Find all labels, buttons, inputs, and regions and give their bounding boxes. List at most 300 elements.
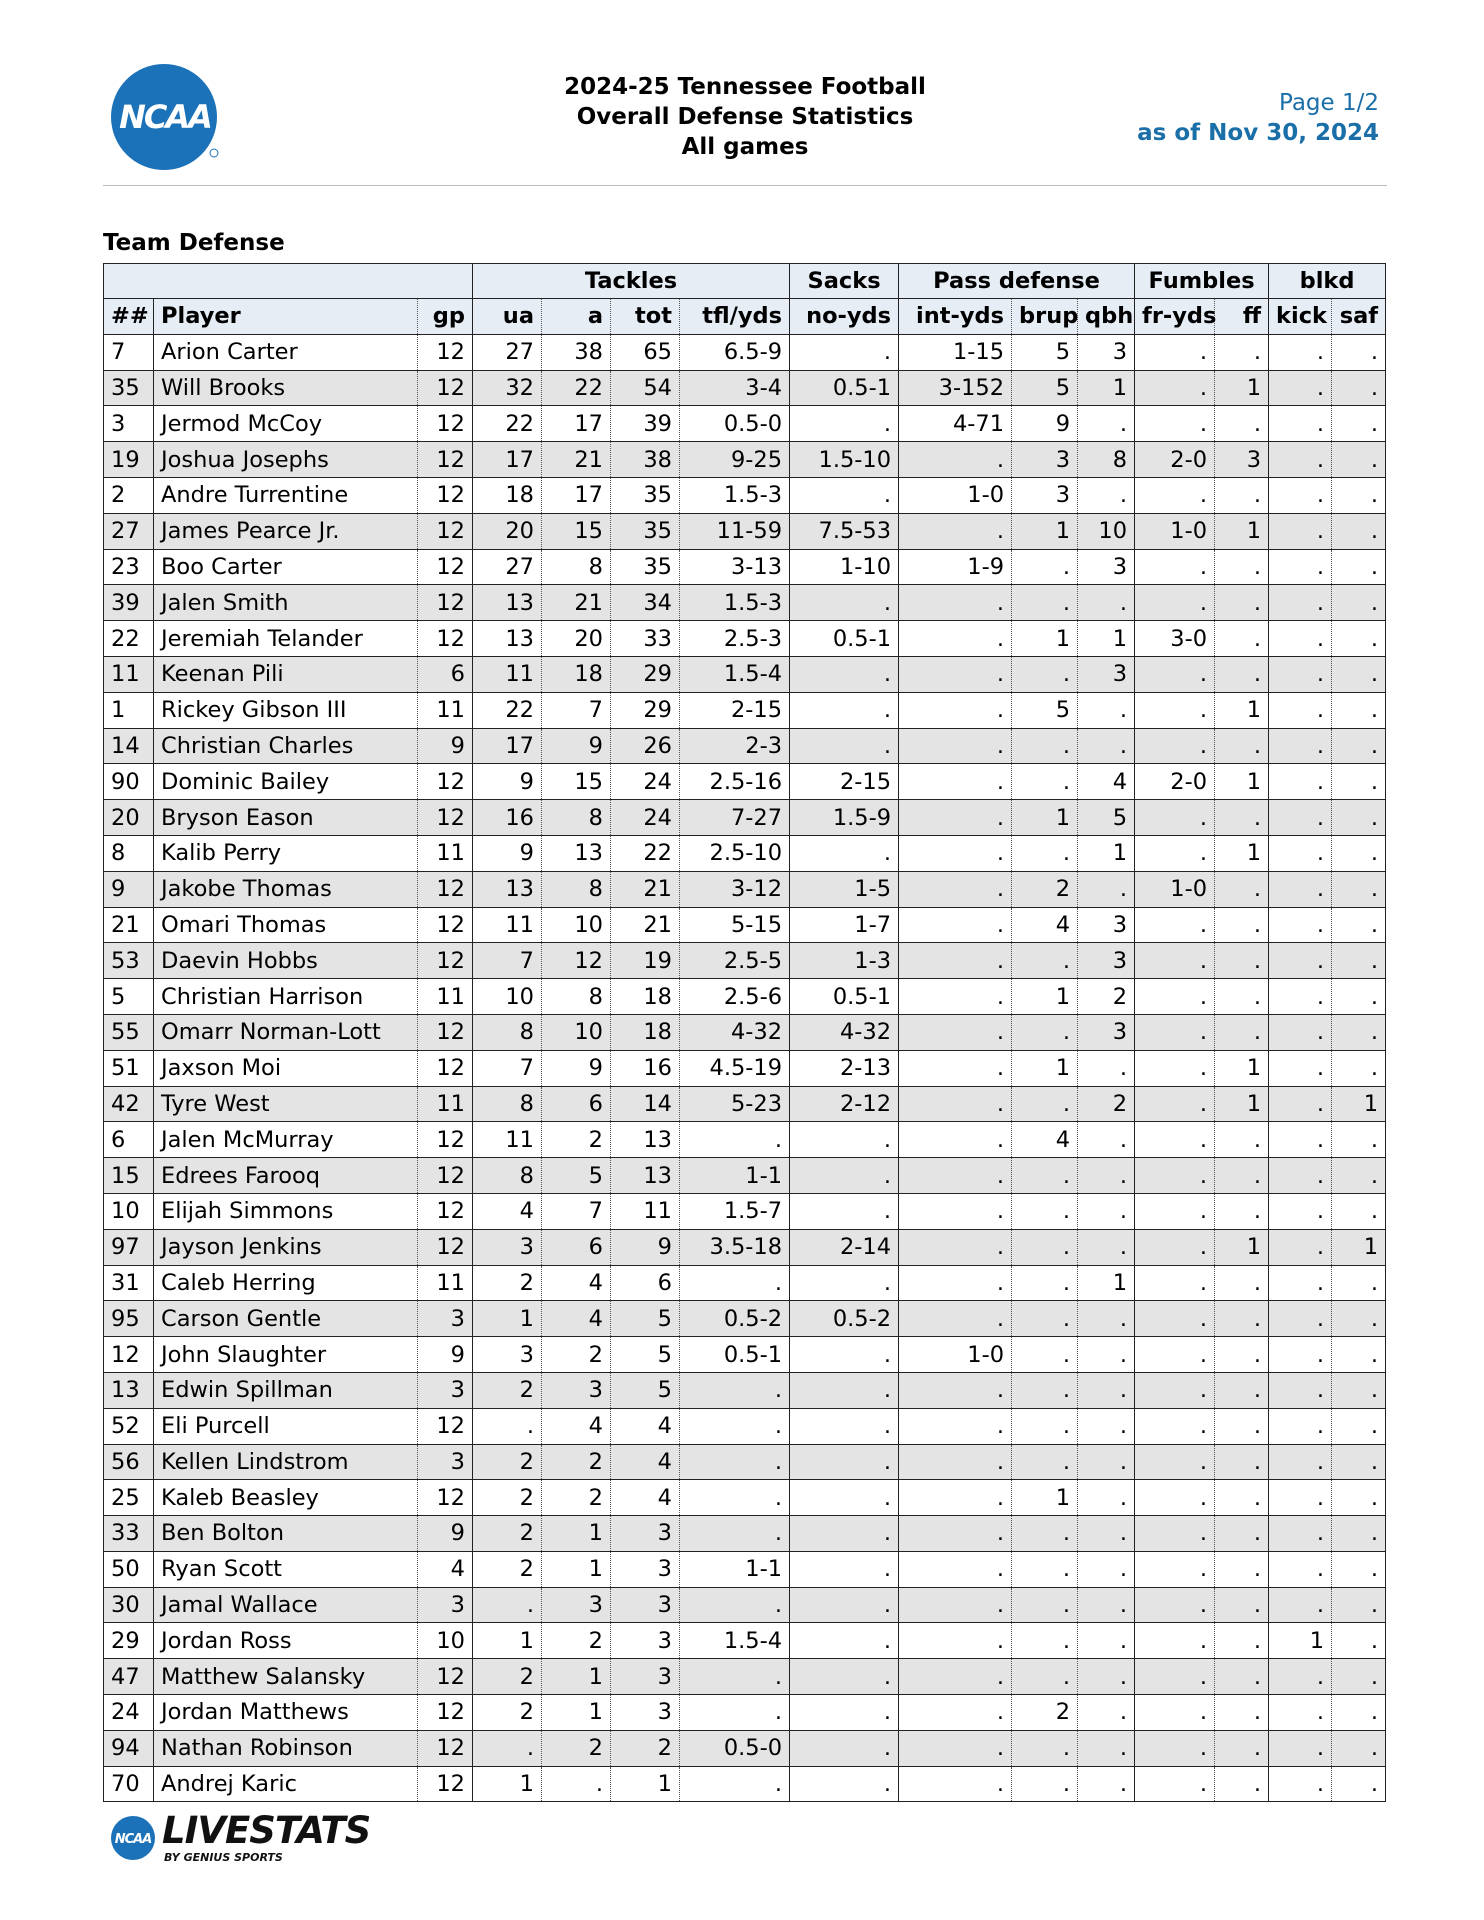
- cell-num: 2: [104, 477, 154, 513]
- cell-ff: .: [1215, 1551, 1269, 1587]
- cell-num: 70: [104, 1766, 154, 1802]
- cell-gp: 12: [418, 621, 473, 657]
- table-row: [104, 835, 1386, 871]
- cell-int-yds: .: [899, 1623, 1012, 1659]
- cell-a: 8: [542, 979, 611, 1015]
- cell-kick: .: [1269, 1587, 1332, 1623]
- ncaa-footer-icon-text: NCAA: [114, 1832, 152, 1847]
- cell-tfl-yds: 1-1: [680, 1158, 790, 1194]
- cell-num: 30: [104, 1587, 154, 1623]
- cell-saf: .: [1332, 406, 1386, 442]
- cell-gp: 12: [418, 1158, 473, 1194]
- col-header-a: a: [542, 299, 611, 335]
- cell-a: 10: [542, 1014, 611, 1050]
- cell-no-yds: 1.5-9: [790, 800, 899, 836]
- cell-tfl-yds: 1.5-4: [680, 1623, 790, 1659]
- table-row: [104, 943, 1386, 979]
- table-row: [104, 1122, 1386, 1158]
- cell-tot: 18: [611, 1014, 680, 1050]
- cell-num: 14: [104, 728, 154, 764]
- col-header-no-yds: no-yds: [790, 299, 899, 335]
- cell-tfl-yds: 2-3: [680, 728, 790, 764]
- cell-brup: .: [1012, 728, 1078, 764]
- cell-ff: .: [1215, 477, 1269, 513]
- cell-kick: .: [1269, 1086, 1332, 1122]
- table-row: [104, 1408, 1386, 1444]
- table-row: [104, 585, 1386, 621]
- cell-num: 5: [104, 979, 154, 1015]
- cell-fr-yds: .: [1135, 692, 1215, 728]
- cell-gp: 12: [418, 585, 473, 621]
- cell-fr-yds: .: [1135, 1122, 1215, 1158]
- cell-player: Omarr Norman-Lott: [154, 1014, 418, 1050]
- cell-num: 22: [104, 621, 154, 657]
- col-header-kick: kick: [1269, 299, 1332, 335]
- cell-a: 1: [542, 1695, 611, 1731]
- cell-int-yds: .: [899, 692, 1012, 728]
- cell-qbh: 1: [1078, 370, 1135, 406]
- cell-saf: 1: [1332, 1229, 1386, 1265]
- cell-qbh: 1: [1078, 621, 1135, 657]
- cell-brup: .: [1012, 1516, 1078, 1552]
- cell-ff: .: [1215, 1372, 1269, 1408]
- cell-ua: 16: [473, 800, 542, 836]
- cell-int-yds: .: [899, 1086, 1012, 1122]
- cell-tfl-yds: 2.5-10: [680, 835, 790, 871]
- cell-kick: 1: [1269, 1623, 1332, 1659]
- cell-saf: .: [1332, 334, 1386, 370]
- col-header-player: Player: [154, 299, 418, 335]
- cell-brup: .: [1012, 1623, 1078, 1659]
- cell-tot: 14: [611, 1086, 680, 1122]
- cell-player: Arion Carter: [154, 334, 418, 370]
- cell-tot: 34: [611, 585, 680, 621]
- cell-qbh: 2: [1078, 1086, 1135, 1122]
- table-row: [104, 1158, 1386, 1194]
- cell-gp: 3: [418, 1444, 473, 1480]
- cell-a: 7: [542, 692, 611, 728]
- cell-int-yds: .: [899, 1229, 1012, 1265]
- cell-num: 19: [104, 442, 154, 478]
- cell-num: 10: [104, 1193, 154, 1229]
- cell-fr-yds: .: [1135, 656, 1215, 692]
- cell-kick: .: [1269, 692, 1332, 728]
- cell-ua: 7: [473, 943, 542, 979]
- cell-fr-yds: .: [1135, 1158, 1215, 1194]
- cell-no-yds: 2-13: [790, 1050, 899, 1086]
- cell-num: 35: [104, 370, 154, 406]
- cell-tot: 3: [611, 1623, 680, 1659]
- cell-num: 3: [104, 406, 154, 442]
- table-row: [104, 1659, 1386, 1695]
- cell-saf: .: [1332, 800, 1386, 836]
- cell-num: 53: [104, 943, 154, 979]
- cell-ua: 13: [473, 871, 542, 907]
- cell-brup: .: [1012, 1444, 1078, 1480]
- cell-tfl-yds: .: [680, 1372, 790, 1408]
- cell-gp: 10: [418, 1623, 473, 1659]
- cell-tot: 6: [611, 1265, 680, 1301]
- cell-tot: 19: [611, 943, 680, 979]
- col-header-tot: tot: [611, 299, 680, 335]
- cell-player: James Pearce Jr.: [154, 513, 418, 549]
- cell-num: 6: [104, 1122, 154, 1158]
- cell-brup: 1: [1012, 621, 1078, 657]
- cell-no-yds: .: [790, 585, 899, 621]
- cell-tot: 54: [611, 370, 680, 406]
- cell-saf: .: [1332, 442, 1386, 478]
- cell-kick: .: [1269, 1265, 1332, 1301]
- cell-num: 39: [104, 585, 154, 621]
- cell-ff: .: [1215, 549, 1269, 585]
- cell-player: Jaxson Moi: [154, 1050, 418, 1086]
- cell-int-yds: .: [899, 871, 1012, 907]
- group-tackles: Tackles: [473, 264, 790, 299]
- header-divider: [103, 185, 1387, 186]
- cell-saf: .: [1332, 1301, 1386, 1337]
- cell-kick: .: [1269, 1551, 1332, 1587]
- cell-a: 21: [542, 442, 611, 478]
- cell-kick: .: [1269, 621, 1332, 657]
- cell-saf: .: [1332, 1623, 1386, 1659]
- cell-player: Bryson Eason: [154, 800, 418, 836]
- cell-no-yds: 0.5-1: [790, 979, 899, 1015]
- cell-player: Jordan Matthews: [154, 1695, 418, 1731]
- cell-int-yds: .: [899, 764, 1012, 800]
- col-header-ff: ff: [1215, 299, 1269, 335]
- cell-kick: .: [1269, 1050, 1332, 1086]
- cell-gp: 12: [418, 370, 473, 406]
- cell-int-yds: .: [899, 907, 1012, 943]
- cell-a: 4: [542, 1265, 611, 1301]
- cell-tot: 3: [611, 1587, 680, 1623]
- cell-kick: .: [1269, 1444, 1332, 1480]
- cell-int-yds: .: [899, 1730, 1012, 1766]
- cell-brup: .: [1012, 585, 1078, 621]
- cell-tfl-yds: 6.5-9: [680, 334, 790, 370]
- cell-ff: .: [1215, 656, 1269, 692]
- cell-tot: 1: [611, 1766, 680, 1802]
- cell-no-yds: 2-15: [790, 764, 899, 800]
- cell-num: 47: [104, 1659, 154, 1695]
- cell-no-yds: 0.5-2: [790, 1301, 899, 1337]
- cell-brup: .: [1012, 1730, 1078, 1766]
- cell-int-yds: .: [899, 442, 1012, 478]
- cell-int-yds: .: [899, 1193, 1012, 1229]
- cell-brup: 1: [1012, 1480, 1078, 1516]
- cell-num: 51: [104, 1050, 154, 1086]
- col-header-saf: saf: [1332, 299, 1386, 335]
- cell-qbh: .: [1078, 1516, 1135, 1552]
- cell-player: Kalib Perry: [154, 835, 418, 871]
- cell-ff: 3: [1215, 442, 1269, 478]
- cell-gp: 12: [418, 1766, 473, 1802]
- table-row: [104, 621, 1386, 657]
- cell-tfl-yds: .: [680, 1122, 790, 1158]
- table-row: [104, 1551, 1386, 1587]
- cell-num: 20: [104, 800, 154, 836]
- cell-tfl-yds: 1.5-3: [680, 477, 790, 513]
- cell-saf: .: [1332, 1587, 1386, 1623]
- group-header-row: [104, 264, 1386, 299]
- cell-tfl-yds: 2.5-16: [680, 764, 790, 800]
- cell-int-yds: .: [899, 1372, 1012, 1408]
- cell-num: 12: [104, 1337, 154, 1373]
- cell-a: 5: [542, 1158, 611, 1194]
- cell-int-yds: .: [899, 1695, 1012, 1731]
- cell-player: Jamal Wallace: [154, 1587, 418, 1623]
- cell-qbh: .: [1078, 1730, 1135, 1766]
- cell-no-yds: 0.5-1: [790, 621, 899, 657]
- cell-brup: 4: [1012, 1122, 1078, 1158]
- cell-tfl-yds: 5-15: [680, 907, 790, 943]
- cell-a: 21: [542, 585, 611, 621]
- cell-ff: 1: [1215, 692, 1269, 728]
- cell-saf: .: [1332, 1408, 1386, 1444]
- cell-qbh: .: [1078, 1229, 1135, 1265]
- cell-fr-yds: .: [1135, 1551, 1215, 1587]
- cell-fr-yds: .: [1135, 1516, 1215, 1552]
- cell-player: Elijah Simmons: [154, 1193, 418, 1229]
- cell-kick: .: [1269, 1158, 1332, 1194]
- cell-brup: .: [1012, 1587, 1078, 1623]
- cell-kick: .: [1269, 406, 1332, 442]
- cell-qbh: .: [1078, 1050, 1135, 1086]
- table-row: [104, 1587, 1386, 1623]
- cell-a: 6: [542, 1086, 611, 1122]
- cell-num: 27: [104, 513, 154, 549]
- cell-brup: 5: [1012, 334, 1078, 370]
- cell-saf: .: [1332, 1444, 1386, 1480]
- cell-fr-yds: .: [1135, 943, 1215, 979]
- cell-qbh: .: [1078, 1122, 1135, 1158]
- cell-no-yds: .: [790, 1766, 899, 1802]
- cell-a: 7: [542, 1193, 611, 1229]
- cell-a: 1: [542, 1516, 611, 1552]
- cell-kick: .: [1269, 442, 1332, 478]
- cell-int-yds: .: [899, 1122, 1012, 1158]
- cell-gp: 12: [418, 764, 473, 800]
- table-row: [104, 1730, 1386, 1766]
- cell-int-yds: .: [899, 835, 1012, 871]
- cell-saf: .: [1332, 943, 1386, 979]
- cell-tot: 35: [611, 513, 680, 549]
- cell-ff: .: [1215, 1587, 1269, 1623]
- table-row: [104, 334, 1386, 370]
- cell-tot: 11: [611, 1193, 680, 1229]
- cell-no-yds: 1-7: [790, 907, 899, 943]
- cell-no-yds: .: [790, 1551, 899, 1587]
- cell-qbh: .: [1078, 585, 1135, 621]
- cell-tfl-yds: 2.5-6: [680, 979, 790, 1015]
- table-row: [104, 1014, 1386, 1050]
- cell-qbh: 1: [1078, 1265, 1135, 1301]
- table-row: [104, 513, 1386, 549]
- cell-ua: 7: [473, 1050, 542, 1086]
- cell-ff: .: [1215, 1265, 1269, 1301]
- cell-player: Boo Carter: [154, 549, 418, 585]
- cell-ua: 13: [473, 621, 542, 657]
- cell-fr-yds: .: [1135, 1695, 1215, 1731]
- cell-brup: 2: [1012, 1695, 1078, 1731]
- table-row: [104, 1301, 1386, 1337]
- cell-kick: .: [1269, 907, 1332, 943]
- cell-ua: .: [473, 1730, 542, 1766]
- cell-brup: 4: [1012, 907, 1078, 943]
- cell-num: 29: [104, 1623, 154, 1659]
- table-row: [104, 1444, 1386, 1480]
- cell-a: 2: [542, 1730, 611, 1766]
- cell-qbh: 10: [1078, 513, 1135, 549]
- cell-no-yds: .: [790, 1444, 899, 1480]
- cell-kick: .: [1269, 1122, 1332, 1158]
- cell-brup: 1: [1012, 979, 1078, 1015]
- cell-kick: .: [1269, 835, 1332, 871]
- cell-ua: 17: [473, 728, 542, 764]
- cell-kick: .: [1269, 656, 1332, 692]
- cell-a: 3: [542, 1587, 611, 1623]
- col-header-tfl-yds: tfl/yds: [680, 299, 790, 335]
- ncaa-footer-icon: [110, 1815, 156, 1861]
- cell-fr-yds: .: [1135, 1014, 1215, 1050]
- cell-gp: 12: [418, 1050, 473, 1086]
- cell-ff: 1: [1215, 370, 1269, 406]
- cell-qbh: 3: [1078, 656, 1135, 692]
- cell-gp: 12: [418, 1695, 473, 1731]
- col-header-ua: ua: [473, 299, 542, 335]
- cell-ua: 2: [473, 1659, 542, 1695]
- cell-fr-yds: 2-0: [1135, 442, 1215, 478]
- cell-int-yds: .: [899, 1050, 1012, 1086]
- cell-qbh: .: [1078, 728, 1135, 764]
- cell-qbh: 5: [1078, 800, 1135, 836]
- cell-ff: .: [1215, 1480, 1269, 1516]
- cell-tot: 39: [611, 406, 680, 442]
- cell-fr-yds: .: [1135, 406, 1215, 442]
- cell-ua: .: [473, 1587, 542, 1623]
- cell-qbh: .: [1078, 1408, 1135, 1444]
- cell-a: 8: [542, 800, 611, 836]
- cell-qbh: .: [1078, 1587, 1135, 1623]
- cell-int-yds: .: [899, 1014, 1012, 1050]
- cell-saf: .: [1332, 979, 1386, 1015]
- title-line-1: 2024-25 Tennessee Football: [564, 74, 926, 100]
- cell-num: 42: [104, 1086, 154, 1122]
- cell-ff: .: [1215, 1659, 1269, 1695]
- cell-player: Jalen Smith: [154, 585, 418, 621]
- cell-ff: .: [1215, 1623, 1269, 1659]
- cell-ua: 1: [473, 1766, 542, 1802]
- cell-no-yds: .: [790, 406, 899, 442]
- cell-player: Edrees Farooq: [154, 1158, 418, 1194]
- cell-saf: .: [1332, 1372, 1386, 1408]
- cell-no-yds: 7.5-53: [790, 513, 899, 549]
- cell-ff: .: [1215, 1122, 1269, 1158]
- table-row: [104, 656, 1386, 692]
- cell-tfl-yds: .: [680, 1516, 790, 1552]
- cell-brup: .: [1012, 1014, 1078, 1050]
- cell-fr-yds: .: [1135, 1444, 1215, 1480]
- cell-int-yds: .: [899, 621, 1012, 657]
- cell-ff: .: [1215, 1158, 1269, 1194]
- table-body: [104, 334, 1386, 1802]
- cell-kick: .: [1269, 1766, 1332, 1802]
- cell-brup: .: [1012, 1766, 1078, 1802]
- cell-kick: .: [1269, 764, 1332, 800]
- cell-saf: .: [1332, 871, 1386, 907]
- cell-ff: 1: [1215, 835, 1269, 871]
- cell-no-yds: .: [790, 1516, 899, 1552]
- defense-stats-table: [103, 263, 1386, 1802]
- group-fumbles: Fumbles: [1135, 264, 1269, 299]
- cell-int-yds: .: [899, 1408, 1012, 1444]
- cell-ff: .: [1215, 585, 1269, 621]
- cell-tot: 5: [611, 1301, 680, 1337]
- cell-ua: 1: [473, 1623, 542, 1659]
- cell-gp: 12: [418, 1193, 473, 1229]
- cell-ua: 2: [473, 1551, 542, 1587]
- cell-kick: .: [1269, 1229, 1332, 1265]
- cell-fr-yds: .: [1135, 835, 1215, 871]
- cell-ua: 22: [473, 692, 542, 728]
- cell-tot: 18: [611, 979, 680, 1015]
- cell-tfl-yds: 11-59: [680, 513, 790, 549]
- cell-int-yds: .: [899, 979, 1012, 1015]
- cell-tot: 33: [611, 621, 680, 657]
- cell-tot: 13: [611, 1158, 680, 1194]
- cell-gp: 11: [418, 692, 473, 728]
- cell-num: 97: [104, 1229, 154, 1265]
- cell-qbh: .: [1078, 692, 1135, 728]
- cell-ua: 20: [473, 513, 542, 549]
- cell-fr-yds: .: [1135, 549, 1215, 585]
- cell-kick: .: [1269, 1301, 1332, 1337]
- table-row: [104, 728, 1386, 764]
- cell-player: Christian Harrison: [154, 979, 418, 1015]
- cell-no-yds: .: [790, 1122, 899, 1158]
- cell-ff: .: [1215, 871, 1269, 907]
- cell-player: Rickey Gibson III: [154, 692, 418, 728]
- cell-player: Jeremiah Telander: [154, 621, 418, 657]
- cell-qbh: .: [1078, 1659, 1135, 1695]
- cell-fr-yds: .: [1135, 907, 1215, 943]
- cell-ff: .: [1215, 1014, 1269, 1050]
- cell-qbh: .: [1078, 1551, 1135, 1587]
- cell-qbh: .: [1078, 1337, 1135, 1373]
- cell-saf: .: [1332, 764, 1386, 800]
- cell-brup: 2: [1012, 871, 1078, 907]
- cell-tfl-yds: 3-4: [680, 370, 790, 406]
- cell-player: Eli Purcell: [154, 1408, 418, 1444]
- cell-tot: 35: [611, 477, 680, 513]
- cell-kick: .: [1269, 1695, 1332, 1731]
- cell-int-yds: .: [899, 1659, 1012, 1695]
- cell-player: Edwin Spillman: [154, 1372, 418, 1408]
- cell-int-yds: 1-9: [899, 549, 1012, 585]
- cell-player: Jermod McCoy: [154, 406, 418, 442]
- as-of-date: as of Nov 30, 2024: [1137, 120, 1379, 146]
- cell-saf: .: [1332, 1193, 1386, 1229]
- cell-ua: 9: [473, 835, 542, 871]
- cell-fr-yds: .: [1135, 979, 1215, 1015]
- cell-gp: 12: [418, 477, 473, 513]
- cell-tot: 22: [611, 835, 680, 871]
- cell-brup: 1: [1012, 513, 1078, 549]
- cell-tfl-yds: .: [680, 1587, 790, 1623]
- cell-gp: 12: [418, 907, 473, 943]
- table-row: [104, 871, 1386, 907]
- cell-gp: 9: [418, 1516, 473, 1552]
